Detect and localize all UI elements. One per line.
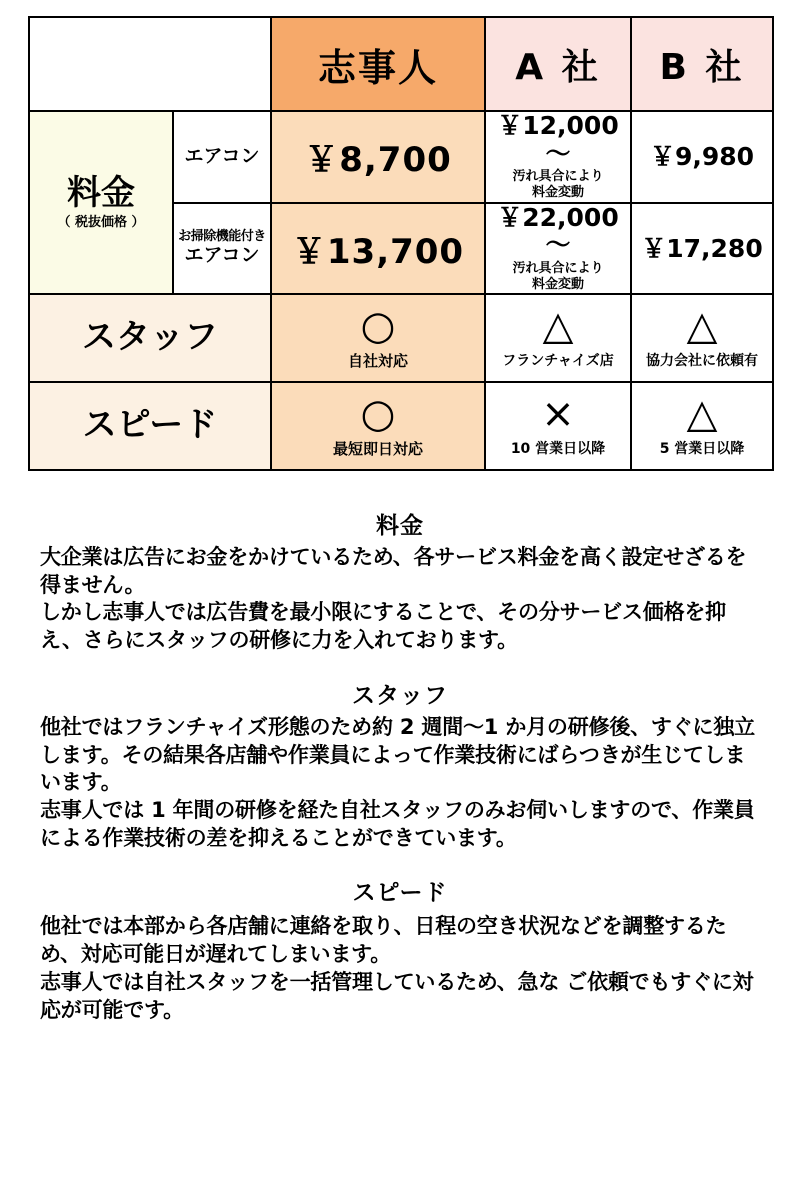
header-blank-cell bbox=[29, 17, 271, 111]
speed-a-note: 10 営業日以降 bbox=[510, 441, 606, 457]
sub-label-aircon-text: エアコン bbox=[184, 144, 260, 167]
price-b-aircon-value: ￥9,980 bbox=[649, 142, 755, 171]
price-a-aircon-selfclean bbox=[485, 203, 631, 295]
table-row-staff bbox=[29, 294, 773, 382]
table-row-price-1 bbox=[29, 111, 773, 203]
sub-label-aircon bbox=[173, 111, 271, 203]
sub-label-aircon-selfclean bbox=[173, 203, 271, 295]
price-b-aircon-selfclean-value: ￥17,280 bbox=[641, 233, 763, 263]
header-company-b: B 社 bbox=[631, 17, 773, 111]
speed-b-rating bbox=[631, 382, 773, 470]
comparison-table bbox=[28, 16, 774, 471]
circle-icon: ○ bbox=[360, 390, 396, 437]
header-company-main: 志事人 bbox=[271, 17, 485, 111]
staff-b-rating bbox=[631, 294, 773, 382]
price-b-aircon-selfclean bbox=[631, 203, 773, 295]
price-a-aircon-selfclean-value: ￥22,000 〜 bbox=[497, 202, 619, 259]
speed-a-rating bbox=[485, 382, 631, 470]
comparison-table-wrapper bbox=[0, 0, 800, 471]
price-a-aircon-selfclean-note: 汚れ具合により 料金変動 bbox=[512, 260, 604, 292]
table-header-row bbox=[29, 17, 773, 111]
sub-label-aircon-selfclean-small: お掃除機能付き bbox=[178, 228, 266, 244]
staff-a-rating bbox=[485, 294, 631, 382]
staff-main-rating bbox=[271, 294, 485, 382]
category-price bbox=[29, 111, 173, 294]
staff-b-note: 協力会社に依頼有 bbox=[646, 353, 758, 369]
speed-main-note: 最短即日対応 bbox=[332, 439, 423, 458]
section-staff bbox=[40, 677, 760, 853]
triangle-icon: △ bbox=[686, 391, 718, 437]
section-price-body: 大企業は広告にお金をかけているため、各サービス料金を高く設定せざるを得ません。 しかし志事人では広告費を最小限にすることで、その分サービス価格を抑え、さらにスタッフの研修に力を入れております。 bbox=[40, 545, 747, 653]
price-a-aircon-value: ￥12,000 〜 bbox=[497, 111, 619, 168]
section-speed bbox=[40, 874, 760, 1024]
section-speed-title: スピード bbox=[352, 880, 448, 907]
category-price-note: （ 税抜価格 ） bbox=[57, 215, 145, 231]
category-price-label: 料金 bbox=[67, 172, 135, 213]
section-price bbox=[40, 507, 760, 655]
table-row-speed bbox=[29, 382, 773, 470]
price-a-aircon-note: 汚れ具合により 料金変動 bbox=[512, 169, 604, 201]
header-company-a: A 社 bbox=[485, 17, 631, 111]
staff-a-note: フランチャイズ店 bbox=[502, 353, 614, 369]
circle-icon: ○ bbox=[360, 302, 396, 349]
category-staff: スタッフ bbox=[29, 294, 271, 382]
section-speed-body: 他社では本部から各店舗に連絡を取り、日程の空き状況などを調整するため、対応可能日が遅れてしまいます。 志事人では自社スタッフを一括管理しているため、急な ご依頼でもすぐに対応が可能です。 bbox=[40, 914, 754, 1022]
triangle-icon: △ bbox=[542, 303, 574, 349]
price-main-aircon-selfclean: ￥13,700 bbox=[271, 203, 485, 295]
section-price-title: 料金 bbox=[376, 513, 424, 539]
speed-main-rating bbox=[271, 382, 485, 470]
price-a-aircon bbox=[485, 111, 631, 203]
triangle-icon: △ bbox=[686, 303, 718, 349]
section-staff-title: スタッフ bbox=[352, 682, 448, 709]
price-b-aircon bbox=[631, 111, 773, 203]
speed-b-note: 5 営業日以降 bbox=[659, 441, 745, 457]
sub-label-aircon-selfclean-text: エアコン bbox=[184, 243, 260, 266]
section-staff-body: 他社ではフランチャイズ形態のため約 2 週間〜1 か月の研修後、すぐに独立します。その結果各店舗や作業員によって作業技術にばらつきが生じてしまいます。 志事人では 1 年間の研修を経た自社スタッフのみお伺いしますので、作業員による作業技術の差を抑えることができています。 bbox=[40, 714, 755, 850]
category-speed: スピード bbox=[29, 382, 271, 470]
staff-main-note: 自社対応 bbox=[347, 351, 408, 370]
price-main-aircon: ￥8,700 bbox=[271, 111, 485, 203]
cross-icon: × bbox=[541, 391, 575, 437]
explanation-sections bbox=[0, 471, 800, 1024]
